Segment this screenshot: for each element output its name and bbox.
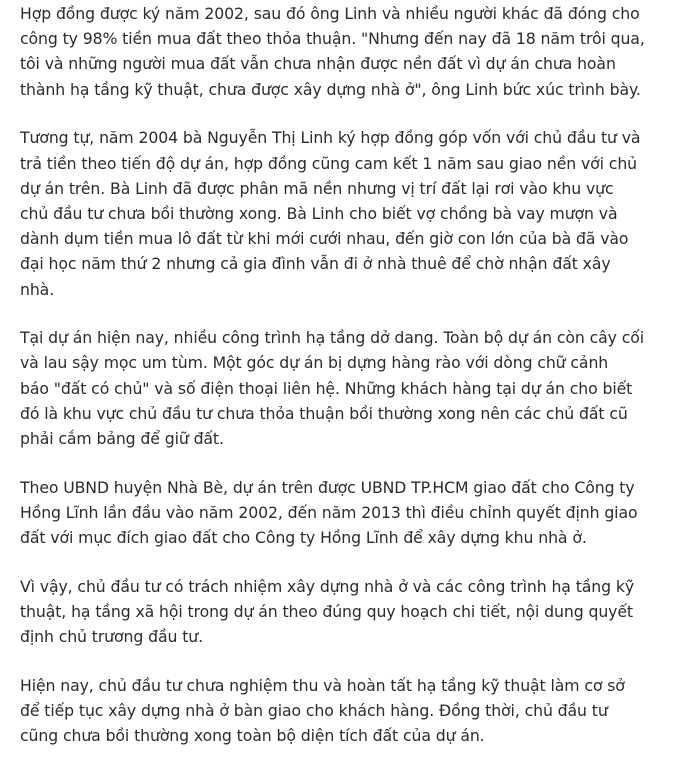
- paragraph-contract-2002: [20, 1, 671, 102]
- text-line: Hồng Lĩnh lần đầu vào năm 2002, đến năm 2013 thì điều chỉnh quyết định giao: [20, 502, 638, 522]
- paragraph-nguyen-thi-linh: [20, 125, 671, 301]
- text-line: phải cắm bảng để giữ đất.: [20, 429, 224, 449]
- text-line: Hiện nay, chủ đầu tư chưa nghiệm thu và hoàn tất hạ tầng kỹ thuật làm cơ sở: [20, 675, 625, 695]
- paragraph-ubnd-nha-be: [20, 475, 671, 551]
- text-line: Tại dự án hiện nay, nhiều công trình hạ tầng dở dang. Toàn bộ dự án còn cây cối: [20, 328, 644, 348]
- text-line: đó là khu vực chủ đầu tư chưa thỏa thuận bồi thường xong nên các chủ đất cũ: [20, 403, 628, 423]
- paragraph-current-status: [20, 673, 671, 749]
- text-line: dự án trên. Bà Linh đã được phân mã nền nhưng vị trí đất lại rơi vào khu vực: [20, 178, 614, 198]
- text-line: thuật, hạ tầng xã hội trong dự án theo đúng quy hoạch chi tiết, nội dung quyết: [20, 602, 633, 622]
- text-line: công ty 98% tiền mua đất theo thỏa thuận. "Nhưng đến nay đã 18 năm trôi qua,: [20, 29, 645, 49]
- text-line: Hợp đồng được ký năm 2002, sau đó ông Linh và nhiều người khác đã đóng cho: [20, 4, 640, 23]
- text-line: cũng chưa bồi thường xong toàn bộ diện tích đất của dự án.: [20, 726, 485, 746]
- paragraph-project-site: [20, 325, 671, 451]
- text-line: nhà.: [20, 279, 55, 299]
- text-line: dành dụm tiền mua lô đất từ khi mới cưới nhau, đến giờ con lớn của bà đã vào: [20, 229, 629, 249]
- text-line: Vì vậy, chủ đầu tư có trách nhiệm xây dựng nhà ở và các công trình hạ tầng kỹ: [20, 576, 635, 596]
- text-line: tôi và những người mua đất vẫn chưa nhận được nền đất vì dự án chưa hoàn: [20, 54, 616, 74]
- text-line: đại học năm thứ 2 nhưng cả gia đình vẫn đi ở nhà thuê để chờ nhận đất xây: [20, 254, 611, 274]
- text-line: đất với mục đích giao đất cho Công ty Hồng Lĩnh để xây dựng khu nhà ở.: [20, 528, 587, 548]
- text-line: và lau sậy mọc um tùm. Một góc dự án bị dựng hàng rào với dòng chữ cảnh: [20, 353, 609, 373]
- text-line: để tiếp tục xây dựng nhà ở bàn giao cho khách hàng. Đồng thời, chủ đầu tư: [20, 701, 608, 721]
- text-line: báo "đất có chủ" và số điện thoại liên hệ. Những khách hàng tại dự án cho biết: [20, 378, 633, 398]
- text-line: trả tiền theo tiến độ dự án, hợp đồng cũng cam kết 1 năm sau giao nền với chủ: [20, 153, 638, 173]
- text-line: định chủ trương đầu tư.: [20, 627, 203, 647]
- paragraph-investor-responsibility: [20, 574, 671, 650]
- text-line: Tương tự, năm 2004 bà Nguyễn Thị Linh ký hợp đồng góp vốn với chủ đầu tư và: [20, 128, 641, 148]
- text-line: chủ đầu tư chưa bồi thường xong. Bà Linh cho biết vợ chồng bà vay mượn và: [20, 203, 618, 223]
- text-line: thành hạ tầng kỹ thuật, chưa được xây dựng nhà ở", ông Linh bức xúc trình bày.: [20, 79, 641, 99]
- text-line: Theo UBND huyện Nhà Bè, dự án trên được UBND TP.HCM giao đất cho Công ty: [20, 477, 635, 497]
